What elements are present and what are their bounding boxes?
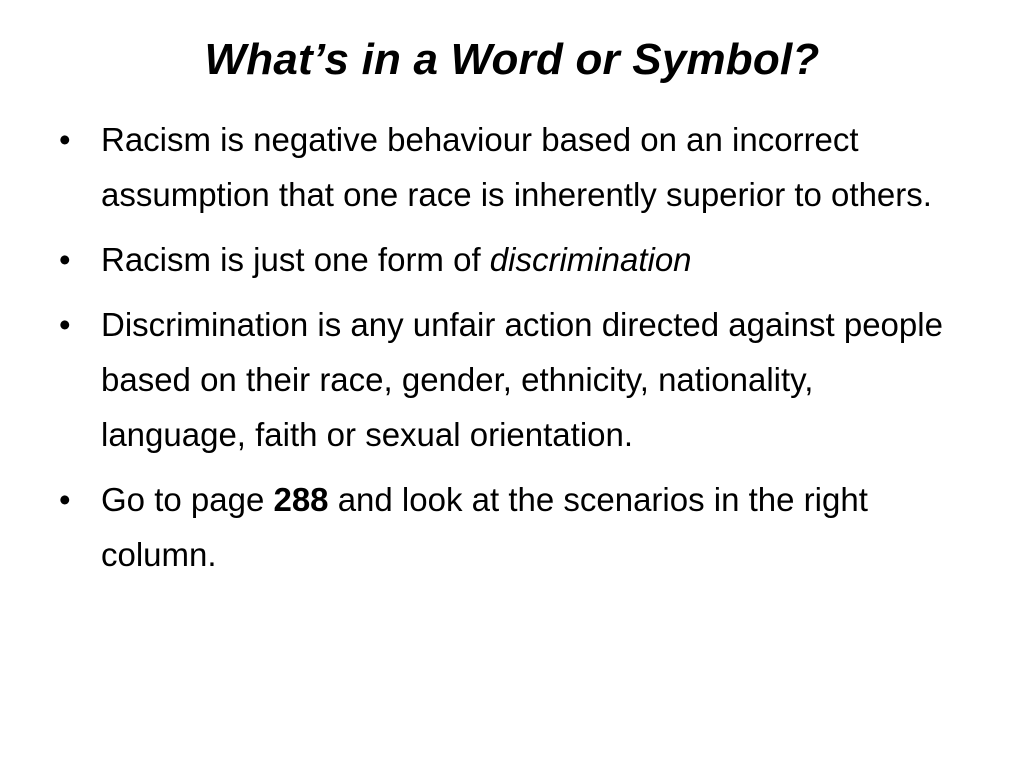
bullet-item-discrimination-definition <box>55 297 960 462</box>
page-number: 288 <box>273 481 329 518</box>
bullet-icon: • <box>59 121 71 158</box>
bullet-text: Racism is negative behaviour based on an incorrect assumption that one race is inherently superior to others. <box>101 121 932 213</box>
bullet-item-racism-form <box>55 232 960 287</box>
bullet-list <box>55 112 960 592</box>
bullet-text-after: and look at the scenarios in the right column. <box>101 481 868 573</box>
bullet-emphasis: discrimination <box>489 241 692 278</box>
bullet-icon: • <box>59 306 71 343</box>
bullet-icon: • <box>59 481 71 518</box>
bullet-text: Racism is just one form of <box>101 241 490 278</box>
bullet-icon: • <box>59 241 71 278</box>
bullet-text: Discrimination is any unfair action directed against people based on their race, gender, ethnicity, nationality, language, faith or sexual orientation. <box>101 306 943 453</box>
slide-title: What’s in a Word or Symbol? <box>204 35 820 84</box>
bullet-item-page-reference <box>55 472 960 582</box>
bullet-text-before: Go to page <box>101 481 274 518</box>
bullet-item-racism-definition <box>55 112 960 222</box>
